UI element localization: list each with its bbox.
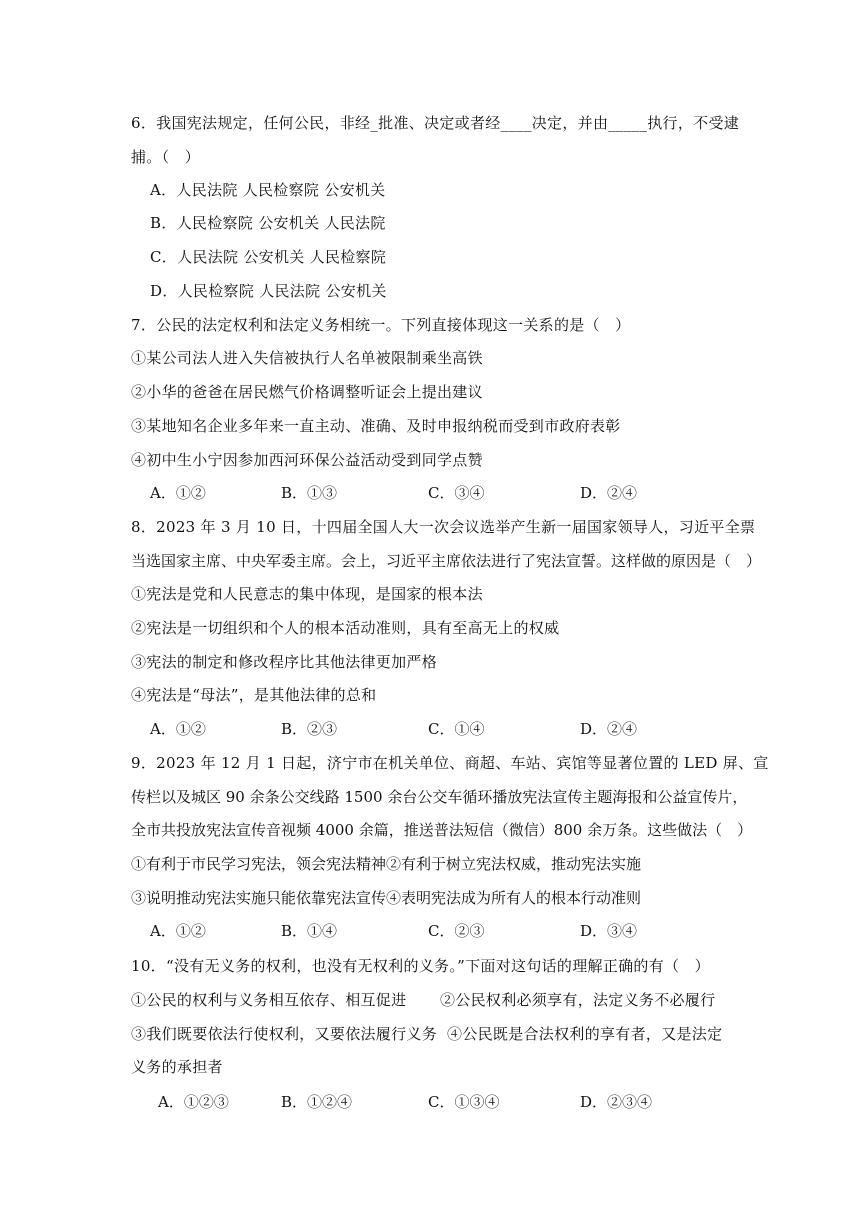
question-6-stem-line-1: 6．我国宪法规定，任何公民，非经_批准、决定或者经____决定，并由_____执行，不受逮 bbox=[131, 114, 740, 132]
question-7-choice-a: A．①② bbox=[150, 484, 206, 502]
question-9-choice-b: B．①④ bbox=[281, 922, 338, 940]
question-10-choice-a: A．①②③ bbox=[158, 1093, 229, 1111]
question-9-choice-a: A．①② bbox=[150, 922, 206, 940]
question-10-item-4: ④公民既是合法权利的享有者，又是法定 bbox=[447, 1025, 723, 1043]
question-9-item-line-1: ①有利于市民学习宪法，领会宪法精神②有利于树立宪法权威，推动宪法实施 bbox=[131, 855, 642, 873]
question-8-choice-b: B．②③ bbox=[281, 720, 338, 738]
question-6-option-a: A．人民法院 人民检察院 公安机关 bbox=[150, 181, 386, 199]
question-8-choice-a: A．①② bbox=[150, 720, 206, 738]
question-7-item-2: ②小华的爸爸在居民燃气价格调整听证会上提出建议 bbox=[131, 383, 483, 401]
question-10-item-4-continued: 义务的承担者 bbox=[131, 1058, 223, 1076]
question-10-choice-b: B．①②④ bbox=[281, 1093, 353, 1111]
question-7-choice-b: B．①③ bbox=[281, 484, 338, 502]
question-8-item-3: ③宪法的制定和修改程序比其他法律更加严格 bbox=[131, 653, 438, 671]
question-7-choice-c: C．③④ bbox=[428, 484, 485, 502]
question-9-choice-d: D．③④ bbox=[580, 922, 638, 940]
question-9-stem-line-2: 传栏以及城区 90 余条公交线路 1500 余台公交车循环播放宪法宣传主题海报和公益宣传片， bbox=[131, 788, 748, 806]
question-8-stem-line-1: 8．2023 年 3 月 10 日，十四届全国人大一次会议选举产生新一届国家领导人，习近平全票 bbox=[131, 518, 756, 536]
question-8-choice-d: D．②④ bbox=[580, 720, 638, 738]
question-7-item-3: ③某地知名企业多年来一直主动、准确、及时申报纳税而受到市政府表彰 bbox=[131, 417, 621, 435]
question-10-choice-d: D．②③④ bbox=[580, 1093, 653, 1111]
question-6-option-d: D．人民检察院 人民法院 公安机关 bbox=[150, 282, 387, 300]
question-10-stem: 10．“没有无义务的权利，也没有无权利的义务。”下面对这句话的理解正确的有（ ） bbox=[131, 957, 710, 975]
question-9-stem-line-1: 9．2023 年 12 月 1 日起，济宁市在机关单位、商超、车站、宾馆等显著位置的 LED 屏、宣 bbox=[131, 754, 769, 772]
question-6-stem-line-2: 捕。（ ） bbox=[131, 148, 201, 166]
question-10-choice-c: C．①③④ bbox=[428, 1093, 500, 1111]
question-6-option-c: C．人民法院 公安机关 人民检察院 bbox=[150, 248, 387, 266]
question-10-item-1: ①公民的权利与义务相互依存、相互促进 bbox=[131, 991, 407, 1009]
question-8-choice-c: C．①④ bbox=[428, 720, 485, 738]
question-8-item-4: ④宪法是“母法”，是其他法律的总和 bbox=[131, 686, 377, 704]
question-6-option-b: B．人民检察院 公安机关 人民法院 bbox=[150, 214, 386, 232]
question-7-item-1: ①某公司法人进入失信被执行人名单被限制乘坐高铁 bbox=[131, 349, 483, 367]
question-9-stem-line-3: 全市共投放宪法宣传音视频 4000 余篇，推送普法短信（微信）800 余万条。这些做法（ ） bbox=[131, 821, 753, 839]
question-8-stem-line-2: 当选国家主席、中央军委主席。会上，习近平主席依法进行了宪法宣誓。这样做的原因是（ ） bbox=[131, 552, 762, 570]
question-7-item-4: ④初中生小宁因参加西河环保公益活动受到同学点赞 bbox=[131, 451, 483, 469]
question-10-item-2: ②公民权利必须享有，法定义务不必履行 bbox=[440, 991, 716, 1009]
question-8-item-2: ②宪法是一切组织和个人的根本活动准则，具有至高无上的权威 bbox=[131, 619, 560, 637]
question-9-item-line-2: ③说明推动宪法实施只能依靠宪法宣传④表明宪法成为所有人的根本行动准则 bbox=[131, 889, 642, 907]
question-7-choice-d: D．②④ bbox=[580, 484, 638, 502]
question-8-item-1: ①宪法是党和人民意志的集中体现，是国家的根本法 bbox=[131, 585, 483, 603]
question-7-stem: 7．公民的法定权利和法定义务相统一。下列直接体现这一关系的是（ ） bbox=[131, 316, 631, 334]
question-10-item-3: ③我们既要依法行使权利，又要依法履行义务 bbox=[131, 1025, 438, 1043]
question-9-choice-c: C．②③ bbox=[428, 922, 485, 940]
